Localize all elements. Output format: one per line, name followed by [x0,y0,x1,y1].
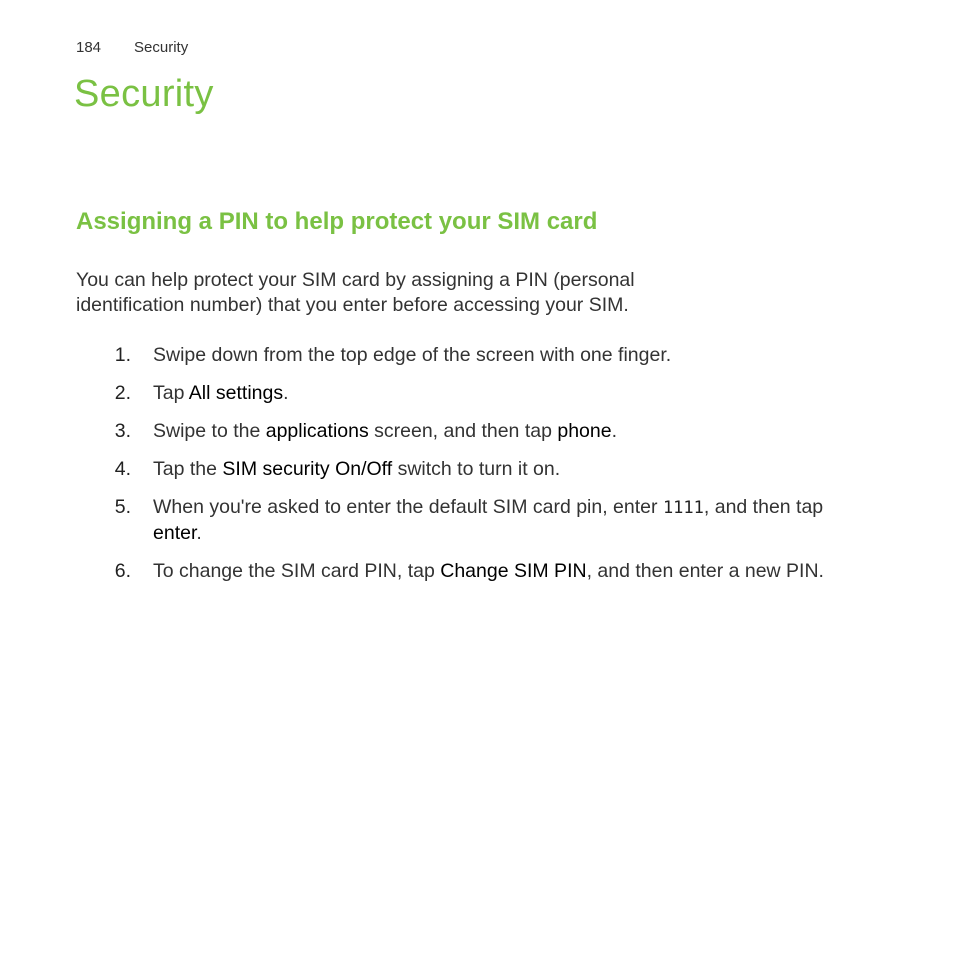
page-title: Security [74,73,214,115]
step-text: screen, and then tap [368,420,558,442]
ui-term-enter: enter [153,522,197,544]
step-text: To change the SIM card PIN, tap [153,560,441,582]
ui-term-sim-security: SIM security On/Off [222,458,393,480]
ui-term-phone: phone [557,420,612,442]
page-number: 184 [76,39,102,56]
step-2 [76,381,876,406]
step-text: . [611,420,618,442]
step-text: Tap [153,382,189,404]
step-1 [76,343,876,368]
step-number: 5. [114,496,131,518]
section-heading: Assigning a PIN to help protect your SIM card [76,208,598,235]
step-text: switch to turn it on. [392,458,561,480]
step-4 [76,457,876,482]
step-text: When you're asked to enter the default SIM card pin, enter [153,496,663,518]
running-section-title: Security [134,39,189,56]
step-number: 1. [114,344,131,366]
intro-line-1: You can help protect your SIM card by assigning a PIN (personal [76,269,635,291]
step-number: 6. [114,560,131,582]
step-text: Swipe to the [153,420,266,442]
intro-paragraph [76,268,796,318]
ui-term-change-sim-pin: Change SIM PIN [440,560,587,582]
step-text: . [196,522,202,544]
step-number: 3. [114,420,131,442]
step-text: Swipe down from the top edge of the screen with one finger. [153,344,672,366]
step-6 [76,559,876,584]
step-text: , and then enter a new PIN. [586,560,824,582]
step-text: , and then tap [703,496,824,518]
ui-term-applications: applications [265,420,369,442]
step-number: 2. [114,382,131,404]
step-number: 4. [114,458,131,480]
intro-line-2: identification number) that you enter before accessing your SIM. [76,294,629,316]
step-5 [76,495,876,546]
step-3 [76,419,876,444]
step-text: Tap the [153,458,223,480]
default-pin-code: 1111 [662,498,704,518]
page-header [76,39,188,56]
steps-list [76,343,876,597]
step-text: . [283,382,289,404]
ui-term-all-settings: All settings [188,382,284,404]
